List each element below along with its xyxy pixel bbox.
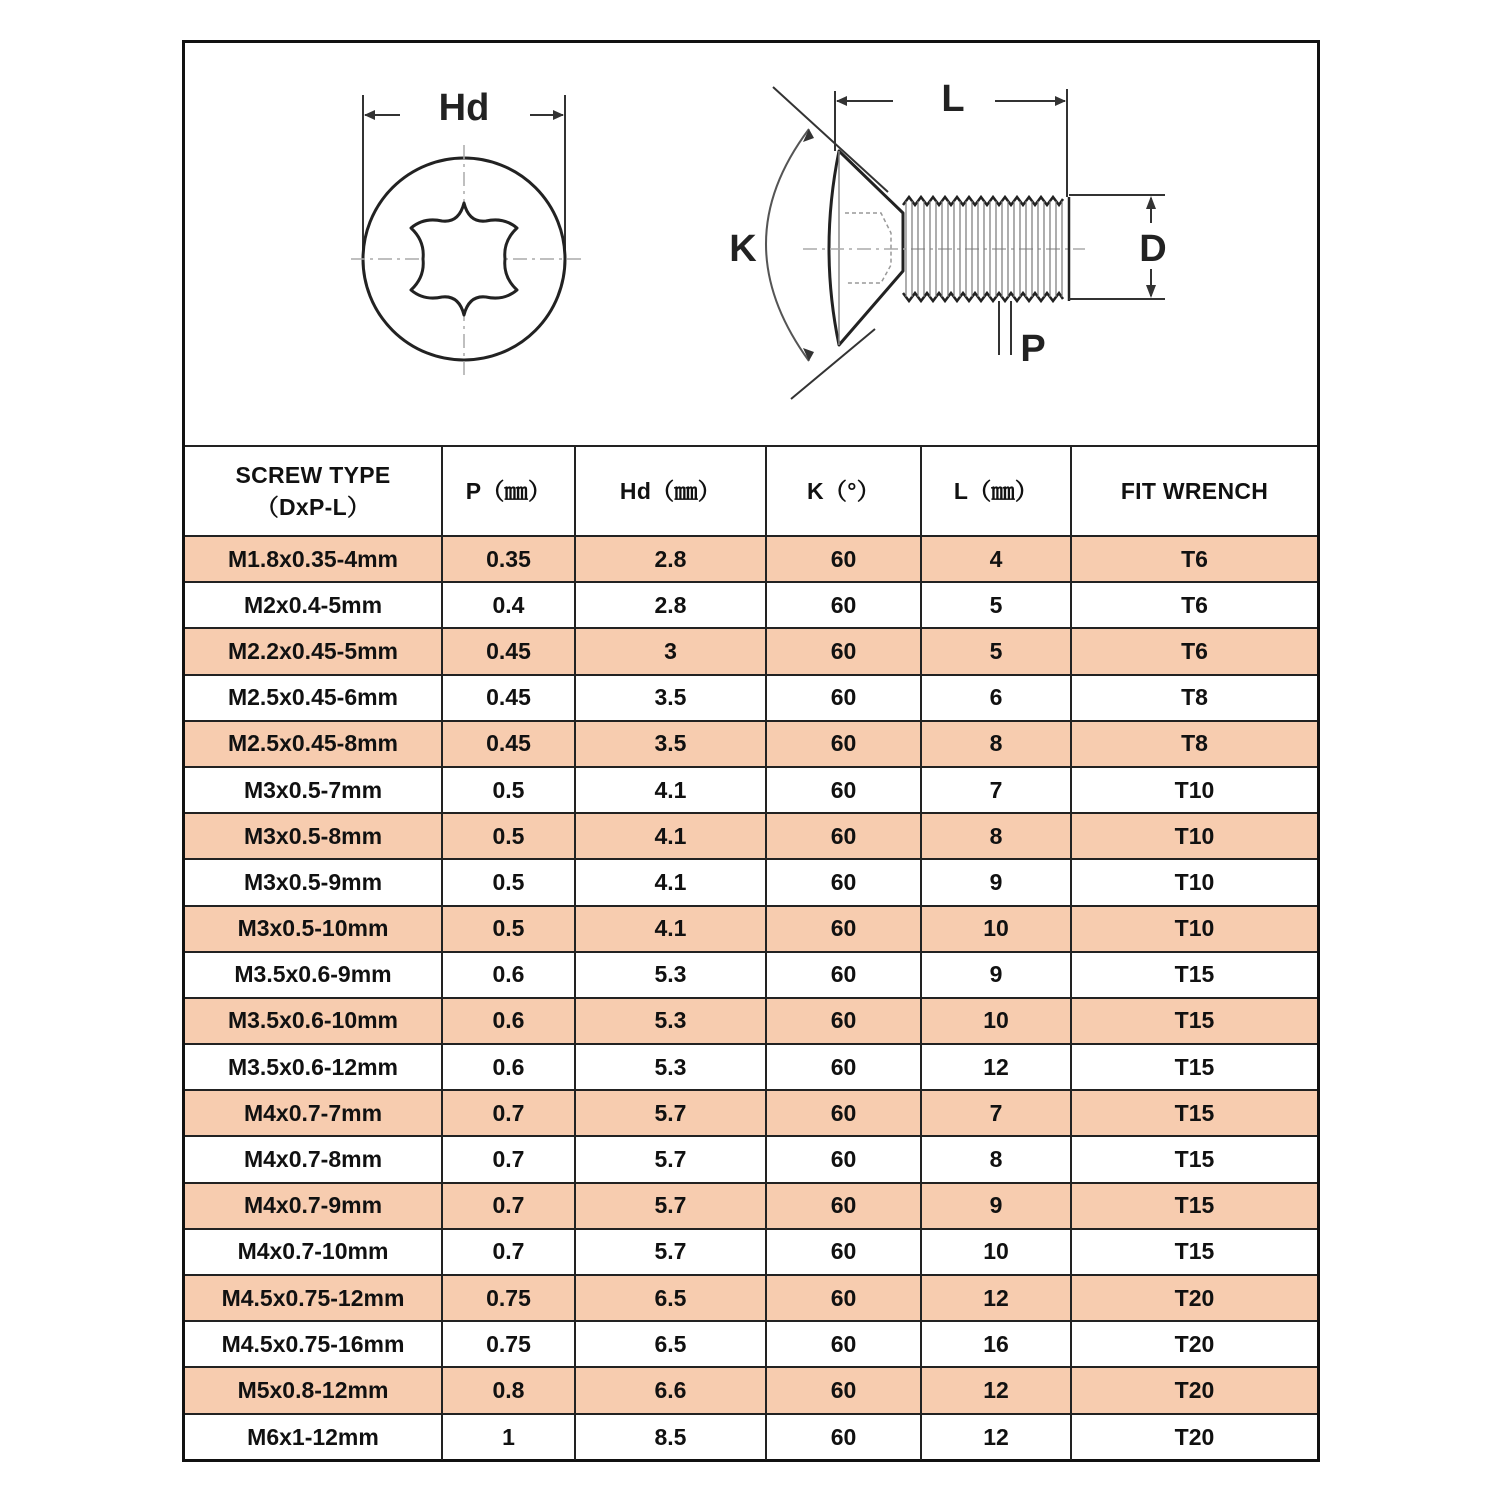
cell-fit-wrench: T10: [1071, 813, 1317, 859]
cell-screw-type: M4x0.7-7mm: [185, 1090, 442, 1136]
cell-screw-type: M4.5x0.75-16mm: [185, 1321, 442, 1367]
cell-screw-type: M2.2x0.45-5mm: [185, 628, 442, 674]
table-header-row: [185, 446, 1317, 536]
cell-screw-type: M6x1-12mm: [185, 1414, 442, 1460]
cell-fit-wrench: T15: [1071, 1183, 1317, 1229]
cell-head-diameter: 4.1: [575, 767, 766, 813]
cell-head-diameter: 5.7: [575, 1090, 766, 1136]
cell-screw-type: M4.5x0.75-12mm: [185, 1275, 442, 1321]
cell-pitch: 0.5: [442, 767, 575, 813]
header-length: L（㎜）: [921, 446, 1071, 536]
cell-length: 12: [921, 1414, 1071, 1460]
screw-side-view: [729, 78, 1166, 399]
cell-pitch: 0.75: [442, 1321, 575, 1367]
table-row: [185, 1090, 1317, 1136]
cell-head-diameter: 2.8: [575, 582, 766, 628]
cell-fit-wrench: T15: [1071, 952, 1317, 998]
cell-angle: 60: [766, 1044, 921, 1090]
cell-head-diameter: 5.3: [575, 998, 766, 1044]
cell-fit-wrench: T6: [1071, 536, 1317, 582]
cell-screw-type: M1.8x0.35-4mm: [185, 536, 442, 582]
cell-fit-wrench: T8: [1071, 675, 1317, 721]
cell-angle: 60: [766, 1090, 921, 1136]
cell-fit-wrench: T10: [1071, 767, 1317, 813]
spec-sheet: [182, 40, 1320, 1462]
table-row: [185, 1321, 1317, 1367]
label-l: L: [941, 78, 965, 120]
cell-pitch: 1: [442, 1414, 575, 1460]
cell-screw-type: M3x0.5-9mm: [185, 859, 442, 905]
label-d: D: [1139, 228, 1167, 270]
cell-pitch: 0.35: [442, 536, 575, 582]
table-row: [185, 998, 1317, 1044]
table-row: [185, 628, 1317, 674]
cell-head-diameter: 5.7: [575, 1229, 766, 1275]
cell-pitch: 0.6: [442, 998, 575, 1044]
cell-fit-wrench: T20: [1071, 1321, 1317, 1367]
cell-screw-type: M3x0.5-7mm: [185, 767, 442, 813]
cell-head-diameter: 3: [575, 628, 766, 674]
cell-head-diameter: 6.5: [575, 1275, 766, 1321]
label-hd: Hd: [438, 87, 490, 129]
cell-length: 10: [921, 998, 1071, 1044]
cell-fit-wrench: T20: [1071, 1414, 1317, 1460]
cell-pitch: 0.6: [442, 952, 575, 998]
cell-angle: 60: [766, 1414, 921, 1460]
cell-fit-wrench: T15: [1071, 1090, 1317, 1136]
cell-length: 12: [921, 1367, 1071, 1413]
cell-length: 12: [921, 1275, 1071, 1321]
cell-pitch: 0.45: [442, 721, 575, 767]
cell-angle: 60: [766, 906, 921, 952]
cell-screw-type: M4x0.7-9mm: [185, 1183, 442, 1229]
table-row: [185, 721, 1317, 767]
cell-pitch: 0.7: [442, 1090, 575, 1136]
cell-length: 9: [921, 1183, 1071, 1229]
cell-pitch: 0.7: [442, 1136, 575, 1182]
cell-angle: 60: [766, 1183, 921, 1229]
table-body: [185, 536, 1317, 1460]
cell-length: 12: [921, 1044, 1071, 1090]
cell-angle: 60: [766, 859, 921, 905]
cell-angle: 60: [766, 536, 921, 582]
table-row: [185, 675, 1317, 721]
cell-head-diameter: 5.7: [575, 1136, 766, 1182]
cell-fit-wrench: T8: [1071, 721, 1317, 767]
cell-fit-wrench: T10: [1071, 906, 1317, 952]
cell-pitch: 0.7: [442, 1229, 575, 1275]
cell-angle: 60: [766, 1367, 921, 1413]
cell-screw-type: M3.5x0.6-10mm: [185, 998, 442, 1044]
header-fit-wrench: FIT WRENCH: [1071, 446, 1317, 536]
torx-recess-icon: [411, 203, 517, 315]
cell-fit-wrench: T15: [1071, 1136, 1317, 1182]
cell-length: 6: [921, 675, 1071, 721]
cell-length: 8: [921, 1136, 1071, 1182]
cell-fit-wrench: T15: [1071, 1044, 1317, 1090]
table-row: [185, 813, 1317, 859]
cell-length: 8: [921, 813, 1071, 859]
cell-screw-type: M4x0.7-8mm: [185, 1136, 442, 1182]
cell-angle: 60: [766, 582, 921, 628]
cell-angle: 60: [766, 998, 921, 1044]
cell-screw-type: M4x0.7-10mm: [185, 1229, 442, 1275]
cell-screw-type: M5x0.8-12mm: [185, 1367, 442, 1413]
cell-length: 5: [921, 582, 1071, 628]
table-row: [185, 582, 1317, 628]
table-row: [185, 1414, 1317, 1460]
label-p: P: [1020, 328, 1046, 370]
cell-pitch: 0.6: [442, 1044, 575, 1090]
cell-length: 10: [921, 1229, 1071, 1275]
table-row: [185, 1275, 1317, 1321]
cell-length: 9: [921, 859, 1071, 905]
header-head-diameter: Hd（㎜）: [575, 446, 766, 536]
cell-head-diameter: 4.1: [575, 813, 766, 859]
cell-angle: 60: [766, 628, 921, 674]
cell-head-diameter: 3.5: [575, 675, 766, 721]
cell-head-diameter: 6.6: [575, 1367, 766, 1413]
cell-length: 4: [921, 536, 1071, 582]
cell-head-diameter: 3.5: [575, 721, 766, 767]
table-row: [185, 906, 1317, 952]
cell-length: 9: [921, 952, 1071, 998]
cell-head-diameter: 5.3: [575, 952, 766, 998]
table-row: [185, 1136, 1317, 1182]
cell-head-diameter: 4.1: [575, 906, 766, 952]
table-row: [185, 952, 1317, 998]
cell-angle: 60: [766, 1229, 921, 1275]
cell-pitch: 0.45: [442, 628, 575, 674]
cell-screw-type: M2x0.4-5mm: [185, 582, 442, 628]
cell-length: 16: [921, 1321, 1071, 1367]
header-screw-type: SCREW TYPE （DxP-L）: [185, 446, 442, 536]
cell-angle: 60: [766, 767, 921, 813]
table-row: [185, 1367, 1317, 1413]
table-row: [185, 859, 1317, 905]
cell-pitch: 0.75: [442, 1275, 575, 1321]
header-angle: K（°）: [766, 446, 921, 536]
cell-length: 7: [921, 767, 1071, 813]
cell-length: 8: [921, 721, 1071, 767]
cell-screw-type: M3.5x0.6-12mm: [185, 1044, 442, 1090]
cell-angle: 60: [766, 721, 921, 767]
cell-screw-type: M3x0.5-10mm: [185, 906, 442, 952]
cell-angle: 60: [766, 1275, 921, 1321]
cell-head-diameter: 5.7: [575, 1183, 766, 1229]
label-k: K: [729, 228, 757, 270]
cell-fit-wrench: T10: [1071, 859, 1317, 905]
table-row: [185, 767, 1317, 813]
cell-angle: 60: [766, 675, 921, 721]
cell-head-diameter: 8.5: [575, 1414, 766, 1460]
cell-head-diameter: 2.8: [575, 536, 766, 582]
cell-pitch: 0.5: [442, 813, 575, 859]
cell-pitch: 0.45: [442, 675, 575, 721]
cell-length: 5: [921, 628, 1071, 674]
cell-pitch: 0.5: [442, 906, 575, 952]
table-row: [185, 536, 1317, 582]
cell-screw-type: M2.5x0.45-8mm: [185, 721, 442, 767]
cell-fit-wrench: T15: [1071, 998, 1317, 1044]
cell-angle: 60: [766, 1136, 921, 1182]
cell-fit-wrench: T20: [1071, 1275, 1317, 1321]
cell-screw-type: M2.5x0.45-6mm: [185, 675, 442, 721]
table-row: [185, 1183, 1317, 1229]
cell-length: 7: [921, 1090, 1071, 1136]
cell-pitch: 0.5: [442, 859, 575, 905]
cell-head-diameter: 4.1: [575, 859, 766, 905]
screw-spec-table: [185, 445, 1317, 1460]
cell-fit-wrench: T6: [1071, 628, 1317, 674]
header-pitch: P（㎜）: [442, 446, 575, 536]
screw-dimension-diagram: [185, 43, 1317, 445]
cell-fit-wrench: T15: [1071, 1229, 1317, 1275]
table-row: [185, 1229, 1317, 1275]
cell-pitch: 0.8: [442, 1367, 575, 1413]
cell-pitch: 0.4: [442, 582, 575, 628]
cell-angle: 60: [766, 813, 921, 859]
head-top-view: [351, 87, 581, 375]
cell-angle: 60: [766, 952, 921, 998]
cell-screw-type: M3x0.5-8mm: [185, 813, 442, 859]
cell-head-diameter: 5.3: [575, 1044, 766, 1090]
cell-fit-wrench: T20: [1071, 1367, 1317, 1413]
cell-pitch: 0.7: [442, 1183, 575, 1229]
cell-screw-type: M3.5x0.6-9mm: [185, 952, 442, 998]
cell-angle: 60: [766, 1321, 921, 1367]
cell-head-diameter: 6.5: [575, 1321, 766, 1367]
cell-fit-wrench: T6: [1071, 582, 1317, 628]
cell-length: 10: [921, 906, 1071, 952]
table-row: [185, 1044, 1317, 1090]
